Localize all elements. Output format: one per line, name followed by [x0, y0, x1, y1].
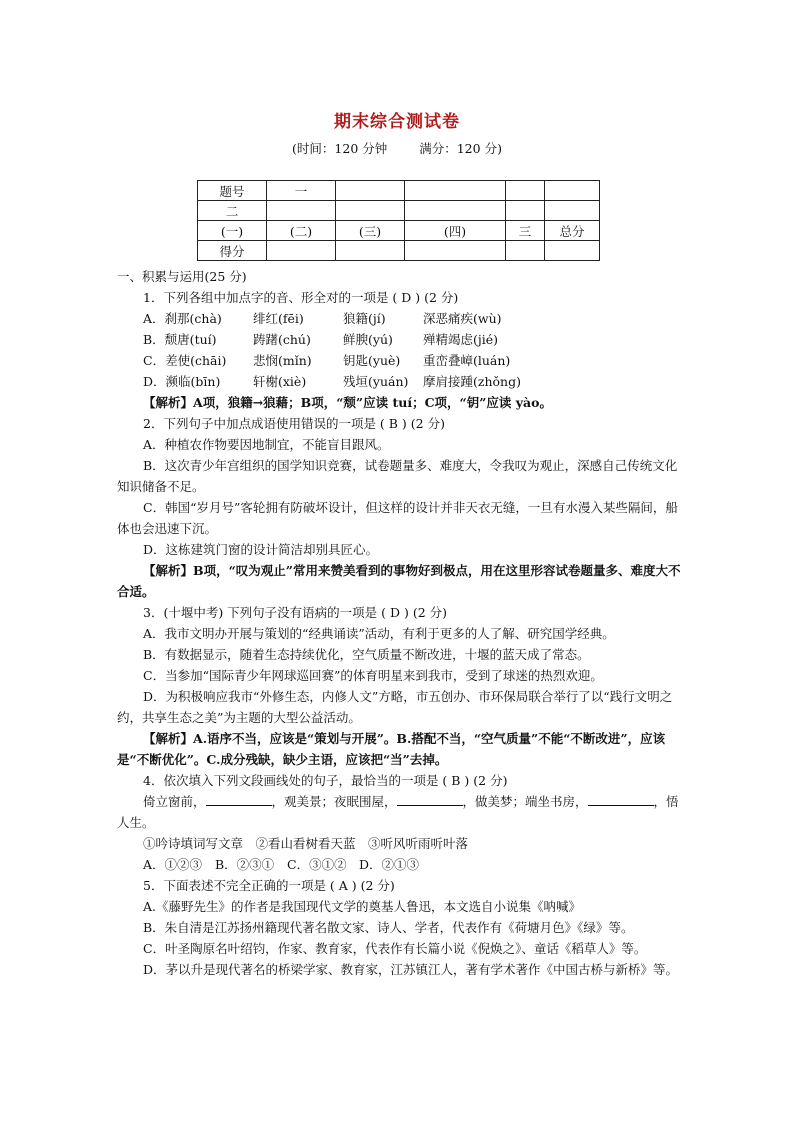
question-2-stem: 2．下列句子中加点成语使用错误的一项是 ( B ) (2 分)	[143, 416, 445, 431]
passage-text: ，悟人生。	[117, 794, 679, 830]
exam-info	[0, 139, 794, 157]
table-row	[198, 221, 600, 241]
table-row	[198, 201, 600, 221]
question-5-option-d: D．茅以升是现代著名的桥梁学家、教育家，江苏镇江人，著有学术著作《中国古桥与新桥》等。	[143, 962, 679, 977]
option-text: 狼籍(jí)	[343, 311, 386, 326]
table-cell	[405, 241, 506, 261]
table-cell	[336, 241, 405, 261]
question-3-option-a: A．我市文明办开展与策划的“经典诵读”活动，有利于更多的人了解、研究国学经典。	[143, 626, 615, 641]
question-4-items: ①吟诗填词写文章 ②看山看树看天蓝 ③听风听雨听叶落	[143, 836, 469, 851]
table-cell	[405, 181, 506, 201]
table-cell: (一)	[198, 221, 267, 241]
question-5-option-c: C．叶圣陶原名叶绍钧，作家、教育家，代表作有长篇小说《倪焕之》、童话《稻草人》等。	[143, 941, 647, 956]
question-3-option-d: D．为积极响应我市“外修生态，内修人文”方略，市五创办、市环保局联合举行了以“践行文明之约，共享生态之美”为主题的大型公益活动。	[117, 689, 673, 725]
question-4-stem: 4．依次填入下列文段画线处的句子，最恰当的一项是 ( B ) (2 分)	[143, 773, 508, 788]
option-text: 重峦叠嶂(luán)	[423, 353, 511, 368]
option-text: 深恶痛疾(wù)	[423, 311, 502, 326]
option-text: 鲜腴(yú)	[343, 332, 393, 347]
option-text: 轩榭(xiè)	[253, 374, 307, 389]
question-3-stem: 3．(十堰中考) 下列句子没有语病的一项是 ( D ) (2 分)	[143, 605, 448, 620]
option-text: C．③①②	[287, 857, 347, 872]
exam-body	[117, 266, 682, 980]
question-1-option-c	[117, 350, 682, 371]
question-1-stem: 1．下列各组中加点字的音、形全对的一项是 ( D ) (2 分)	[143, 290, 459, 305]
table-cell: (二)	[267, 221, 336, 241]
score-table	[197, 180, 600, 261]
time-limit: (时间：120 分钟	[292, 141, 388, 156]
option-text: 摩肩接踵(zhǒng)	[423, 374, 521, 389]
table-cell	[336, 201, 405, 221]
question-2-option-c: C．韩国“岁月号”客轮拥有防破坏设计，但这样的设计并非天衣无缝，一旦有水漫入某些隔间，船体也会迅速下沉。	[117, 500, 678, 536]
fill-blank	[206, 792, 272, 806]
option-text: 残垣(yuán)	[343, 374, 409, 389]
question-5-stem: 5．下面表述不完全正确的一项是 ( A ) (2 分)	[143, 878, 395, 893]
question-1-option-d	[117, 371, 682, 392]
table-cell: 一	[267, 181, 336, 201]
table-row	[198, 181, 600, 201]
table-cell	[267, 201, 336, 221]
question-5-option-a: A.《藤野先生》的作者是我国现代文学的奠基人鲁迅，本文选自小说集《呐喊》	[143, 899, 582, 914]
table-cell	[545, 241, 600, 261]
question-4-passage	[117, 791, 682, 833]
question-4-options	[117, 854, 682, 875]
option-text: 殚精竭虑(jié)	[423, 332, 499, 347]
option-text: B．颓唐(tuí)	[143, 332, 217, 347]
question-5-option-b: B．朱自清是江苏扬州籍现代著名散文家、诗人、学者，代表作有《荷塘月色》《绿》等。	[143, 920, 634, 935]
table-cell: 得分	[198, 241, 267, 261]
question-3-analysis: 【解析】A.语序不当，应该是“策划与开展”。B.搭配不当，“空气质量”不能“不断改进”，应该是“不断优化”。C.成分残缺，缺少主语，应该把“当”去掉。	[117, 731, 666, 767]
table-cell: 三	[506, 221, 545, 241]
table-cell	[545, 201, 600, 221]
table-cell: (三)	[336, 221, 405, 241]
question-3-option-c: C．当参加“国际青少年网球巡回赛”的体育明星来到我市，受到了球迷的热烈欢迎。	[143, 668, 603, 683]
option-text: C．差使(chāi)	[143, 353, 227, 368]
table-cell	[506, 201, 545, 221]
table-cell	[506, 241, 545, 261]
passage-text: 倚立窗前，	[143, 794, 206, 809]
table-cell: (四)	[405, 221, 506, 241]
option-text: 悲悯(mǐn)	[253, 353, 312, 368]
passage-text: ，做美梦；端坐书房，	[462, 794, 588, 809]
question-1-analysis: 【解析】A项，狼籍→狼藉；B项，“颓”应读 tuí；C项，“钥”应读 yào。	[143, 395, 552, 410]
table-cell	[336, 181, 405, 201]
table-cell: 二	[198, 201, 267, 221]
question-2-option-b: B．这次青少年宫组织的国学知识竞赛，试卷题量多、难度大，令我叹为观止，深感自己传统文化知识储备不足。	[117, 458, 678, 494]
question-3-option-b: B．有数据显示，随着生态持续优化，空气质量不断改进，十堰的蓝天成了常态。	[143, 647, 590, 662]
table-cell: 题号	[198, 181, 267, 201]
section-heading: 一、积累与运用(25 分)	[117, 269, 247, 284]
question-2-analysis: 【解析】B项，“叹为观止”常用来赞美看到的事物好到极点，用在这里形容试卷题量多、难度大不合适。	[117, 563, 681, 599]
fill-blank	[588, 792, 654, 806]
option-text: 绯红(fēi)	[253, 311, 304, 326]
question-1-option-b	[117, 329, 682, 350]
table-cell	[267, 241, 336, 261]
option-text: A．①②③	[143, 857, 203, 872]
option-text: 钥匙(yuè)	[343, 353, 401, 368]
fill-blank	[397, 792, 463, 806]
option-text: B．②③①	[215, 857, 275, 872]
table-row	[198, 241, 600, 261]
option-text: 踌躇(chú)	[253, 332, 311, 347]
option-text: D．濒临(bīn)	[143, 374, 221, 389]
table-cell: 总分	[545, 221, 600, 241]
table-cell	[506, 181, 545, 201]
question-1-option-a	[117, 308, 682, 329]
page-title: 期末综合测试卷	[334, 112, 460, 132]
option-text: A．刹那(chà)	[143, 311, 222, 326]
table-cell	[545, 181, 600, 201]
table-cell	[405, 201, 506, 221]
passage-text: ，观美景；夜眠围屋，	[271, 794, 397, 809]
full-score: 满分：120 分)	[419, 141, 502, 156]
question-2-option-a: A．种植农作物要因地制宜，不能盲目跟风。	[143, 437, 390, 452]
question-2-option-d: D．这栋建筑门窗的设计简洁却别具匠心。	[143, 542, 379, 557]
option-text: D．②①③	[359, 857, 420, 872]
